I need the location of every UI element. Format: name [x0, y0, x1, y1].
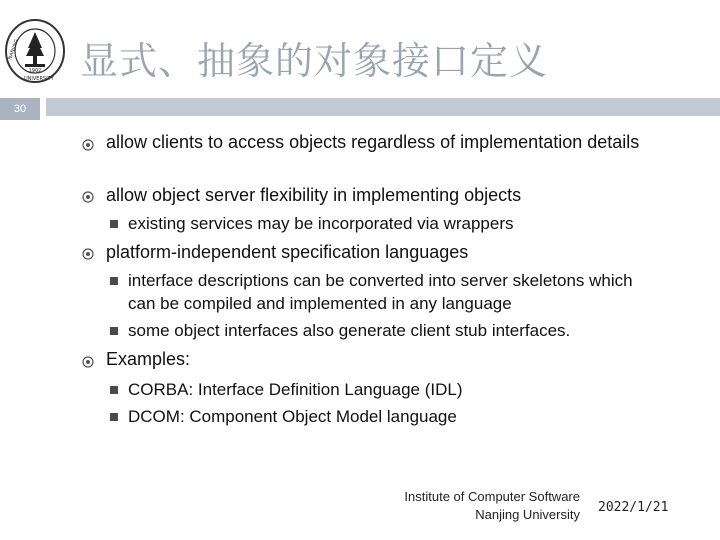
sub-bullet-item: CORBA: Interface Definition Language (IDL)	[128, 380, 463, 399]
sub-bullet-item: interface descriptions can be converted into server skeletons which can be compiled and implemented in any language	[128, 271, 633, 313]
header-bar	[46, 98, 720, 116]
square-bullet-icon	[110, 413, 118, 421]
square-bullet-icon	[110, 277, 118, 285]
sub-bullet-item: DCOM: Component Object Model language	[128, 407, 457, 426]
footer-institute	[380, 488, 580, 524]
square-bullet-icon	[110, 327, 118, 335]
bullet-item: allow clients to access objects regardless of implementation details	[106, 132, 640, 152]
footer-line-1: Institute of Computer Software	[404, 489, 580, 504]
bullet-item: Examples:	[106, 349, 191, 369]
bullet-item: allow object server flexibility in implementing objects	[106, 185, 522, 205]
page-bar	[0, 98, 720, 120]
footer-date: 2022/1/21	[598, 500, 669, 515]
page-number: 30	[0, 98, 40, 120]
square-bullet-icon	[110, 220, 118, 228]
circle-bullet-icon	[82, 139, 94, 151]
sub-bullet-item: existing services may be incorporated via wrappers	[128, 214, 514, 233]
bullet-item: platform-independent specification languages	[106, 242, 469, 262]
footer-line-2: Nanjing University	[475, 507, 580, 522]
square-bullet-icon	[110, 386, 118, 394]
svg-text:1902: 1902	[28, 68, 42, 74]
svg-text:UNIVERSITY: UNIVERSITY	[24, 76, 54, 82]
slide-title: 显式、抽象的对象接口定义	[80, 39, 549, 83]
circle-bullet-icon	[82, 248, 94, 260]
circle-bullet-icon	[82, 356, 94, 368]
svg-text:NANJING: NANJING	[7, 38, 21, 61]
circle-bullet-icon	[82, 191, 94, 203]
university-seal-icon	[4, 18, 66, 84]
sub-bullet-item: some object interfaces also generate client stub interfaces.	[128, 321, 571, 340]
